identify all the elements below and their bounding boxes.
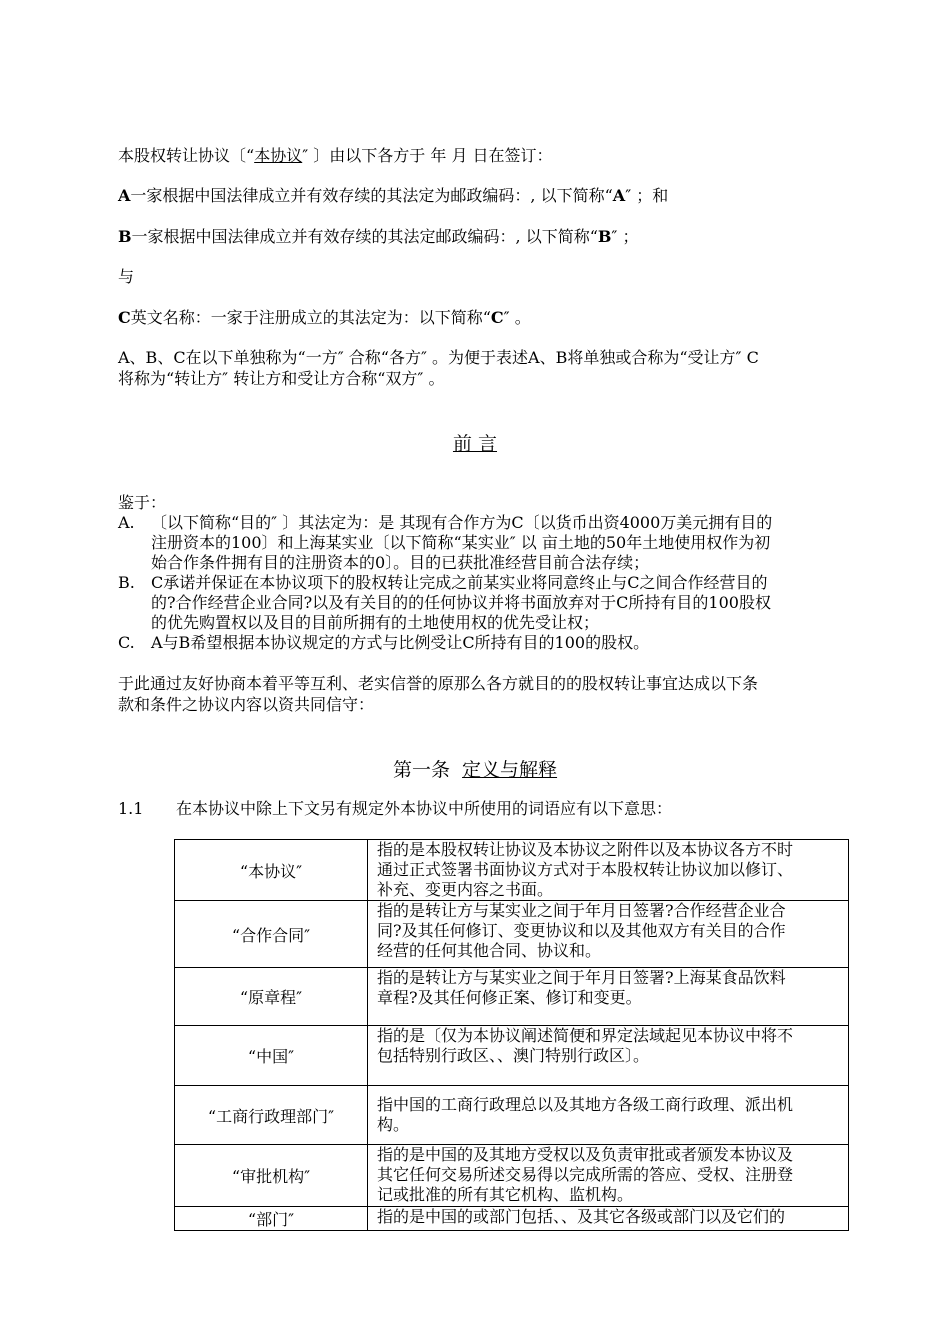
preamble-closing-line-2: 款和条件之协议内容以资共同信守： — [118, 695, 375, 714]
party-a-label: A — [118, 186, 131, 205]
party-c-label: C — [118, 308, 131, 327]
definition-term: “部门″ — [175, 1207, 368, 1231]
definition-text: 指中国的工商行政理总以及其地方各级工商行政理、派出机 构。 — [368, 1086, 849, 1145]
definition-text: 指的是转让方与某实业之间于年月日签署?上海某食品饮料 章程?及其任何修正案、修订和变更。 — [368, 968, 849, 1026]
article-title: 定义与解释 — [462, 759, 558, 781]
recital-line: A与B希望根据本协议规定的方式与比例受让C所持有目的100的股权。 — [151, 633, 650, 652]
party-b-tail: ″ ； — [611, 227, 639, 246]
and-connector: 与 — [118, 267, 135, 286]
definition-term: “中国″ — [175, 1026, 368, 1086]
recital-line: C承诺并保证在本协议项下的股权转让完成之前某实业将同意终止与C之间合作经营目的 — [151, 573, 768, 592]
recital-line: 始合作条件拥有目的注册资本的0〕。目的已获批准经营目前合法存续； — [151, 553, 650, 572]
preamble-heading: 前 言 — [452, 433, 498, 455]
recital-label: B. — [118, 573, 135, 592]
table-row — [175, 1026, 849, 1086]
intro-text-tail: ″ 〕由以下各方于 年 月 日在签订： — [302, 146, 553, 165]
clause-text: 在本协议中除上下文另有规定外本协议中所使用的词语应有以下意思： — [176, 799, 673, 818]
article-1-heading — [0, 755, 950, 782]
recital-line: 的优先购置权以及目的目前所拥有的土地使用权的优先受让权； — [151, 613, 600, 632]
intro-text: 本股权转让协议〔“ — [118, 146, 255, 165]
party-c-paragraph — [118, 308, 838, 328]
agreement-intro — [118, 146, 838, 166]
article-number: 第一条 — [392, 759, 450, 781]
party-b-label: B — [118, 227, 132, 246]
party-c-short: C — [490, 308, 504, 327]
definition-text: 指的是本股权转让协议及本协议之附件以及本协议各方不时 通过正式签署书面协议方式对于本股权转让协议加以修订、 补充、变更内容之书面。 — [368, 840, 849, 901]
definition-term: “本协议″ — [175, 840, 368, 901]
definitions-table — [174, 839, 849, 1231]
party-c-text: 英文名称：一家于注册成立的其法定为：以下简称“ — [130, 308, 491, 327]
clause-number: 1.1 — [118, 799, 144, 818]
table-row — [175, 1207, 849, 1231]
definition-term: “合作合同″ — [175, 901, 368, 968]
table-row — [175, 840, 849, 901]
definition-term: “原章程″ — [175, 968, 368, 1026]
clause-1-1 — [118, 799, 838, 819]
definition-term: “审批机构″ — [175, 1145, 368, 1207]
this-agreement-term: 本协议 — [254, 146, 303, 165]
recital-line: 注册资本的100〕和上海某实业〔以下简称“某实业″ 以 亩土地的50年土地使用权作为初 — [151, 533, 771, 552]
definition-text: 指的是〔仅为本协议阐述简便和界定法域起见本协议中将不 包括特别行政区、、澳门特别行政区〕。 — [368, 1026, 849, 1086]
party-b-short: B — [597, 227, 612, 246]
table-row — [175, 968, 849, 1026]
party-a-paragraph — [118, 186, 838, 206]
preamble-closing-line-1: 于此通过友好协商本着平等互利、老实信誉的原那么各方就目的的股权转让事宜达成以下条 — [118, 674, 759, 693]
collective-terms-line-1: A、B、C在以下单独称为“一方″ 合称“各方″ 。为便于表述A、B将单独或合称为“受让方″ C — [118, 348, 759, 367]
definition-text: 指的是转让方与某实业之间于年月日签署?合作经营企业合 同?及其任何修订、变更协议和以及其他双方有关目的合作 经营的任何其他合同、协议和。 — [368, 901, 849, 968]
definition-text: 指的是中国的或部门包括、、及其它各级或部门以及它们的 — [368, 1207, 849, 1231]
party-a-short: A — [612, 186, 626, 205]
party-a-text: 一家根据中国法律成立并有效存续的其法定为邮政编码：, 以下简称“ — [130, 186, 613, 205]
party-b-paragraph — [118, 227, 838, 247]
collective-terms-line-2: 将称为“转让方″ 转让方和受让方合称“双方″ 。 — [118, 369, 445, 388]
table-row — [175, 901, 849, 968]
table-row — [175, 1086, 849, 1145]
recital-label: A. — [118, 513, 135, 532]
party-a-tail: ″ ；和 — [625, 186, 669, 205]
table-row — [175, 1145, 849, 1207]
definition-term: “工商行政理部门″ — [175, 1086, 368, 1145]
recital-line: 的?合作经营企业合同?以及有关目的的任何协议并将书面放弃对于C所持有目的100股权 — [151, 593, 771, 612]
recital-line: 〔以下简称“目的″ 〕其法定为：是 其现有合作方为C〔以货币出资4000万美元拥有目的 — [151, 513, 773, 532]
recital-label: C. — [118, 633, 135, 652]
party-c-tail: ″ 。 — [503, 308, 531, 327]
whereas-label: 鉴于： — [118, 493, 167, 512]
party-b-text: 一家根据中国法律成立并有效存续的其法定邮政编码：, 以下简称“ — [131, 227, 598, 246]
definition-text: 指的是中国的及其地方受权以及负责审批或者颁发本协议及 其它任何交易所述交易得以完成所需的答应、受权、注册登 记或批准的所有其它机构、监机构。 — [368, 1145, 849, 1207]
